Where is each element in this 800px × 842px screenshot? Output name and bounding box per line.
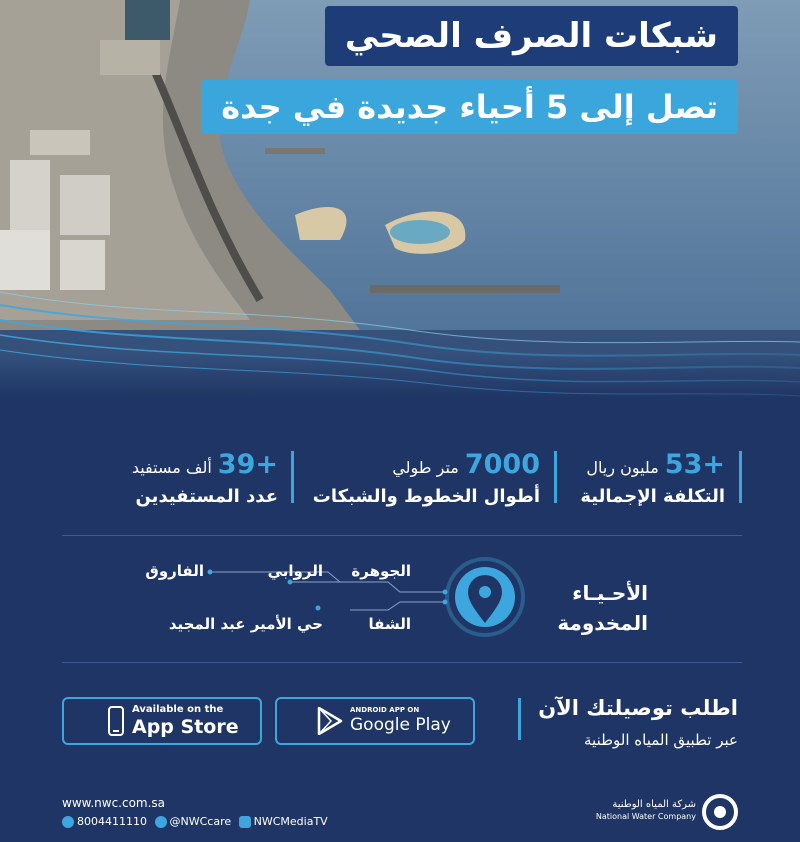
- twitter-handle[interactable]: @NWCcare: [169, 815, 232, 828]
- neighborhood-prince-abdulmajeed: حي الأمير عبد المجيد: [168, 615, 323, 633]
- youtube-icon: [239, 816, 251, 828]
- app-store-small-text: Available on the: [132, 704, 224, 715]
- google-play-label: Google Play: [350, 715, 451, 735]
- stat-unit: مليون ريال: [586, 458, 659, 477]
- stat-label: أطوال الخطوط والشبكات: [312, 486, 540, 507]
- stat-network-length: [313, 449, 540, 507]
- stat-number: +53: [664, 449, 725, 480]
- divider-line: [62, 662, 742, 663]
- stat-beneficiaries: [132, 449, 278, 507]
- website-link[interactable]: www.nwc.com.sa: [62, 796, 166, 810]
- cta-heading: اطلب توصيلتك الآن: [538, 696, 738, 720]
- phone-icon: [62, 816, 74, 828]
- neighborhood-alshafa: الشفا: [368, 615, 411, 633]
- stat-unit: متر طولي: [392, 458, 459, 477]
- stat-label: عدد المستفيدين: [135, 486, 278, 507]
- company-name-en: National Water Company: [595, 812, 696, 821]
- stat-divider: [554, 451, 557, 503]
- stat-total-cost: [580, 449, 725, 507]
- twitter-icon: [155, 816, 167, 828]
- stat-divider: [739, 451, 742, 503]
- neighborhood-alrawabi: الروابي: [267, 562, 323, 580]
- app-store-button[interactable]: [62, 697, 262, 745]
- served-heading-line1: الأحـيـاء: [572, 581, 648, 605]
- nwc-logo-icon: [702, 794, 738, 830]
- divider-line: [62, 535, 742, 536]
- neighborhood-alfarooq: الفاروق: [145, 562, 204, 580]
- stat-unit: ألف مستفيد: [131, 458, 212, 477]
- contact-row: [62, 815, 328, 828]
- stat-number: +39: [217, 449, 278, 480]
- neighborhood-connector-lines: [150, 555, 540, 655]
- youtube-handle[interactable]: NWCMediaTV: [253, 815, 328, 828]
- cta-subheading: عبر تطبيق المياه الوطنية: [584, 731, 738, 749]
- google-play-small-text: ANDROID APP ON: [350, 706, 420, 714]
- company-name-ar: شركة المياه الوطنية: [612, 799, 696, 810]
- phone-icon: [108, 706, 124, 736]
- google-play-button[interactable]: [275, 697, 475, 745]
- served-heading: [557, 578, 648, 638]
- stat-label: التكلفة الإجمالية: [580, 486, 725, 507]
- neighborhood-aljawhara: الجوهرة: [351, 562, 411, 580]
- stat-divider: [291, 451, 294, 503]
- stat-number: 7000: [464, 449, 540, 480]
- app-store-label: App Store: [132, 716, 239, 738]
- phone-number[interactable]: 8004411110: [77, 815, 147, 828]
- main-title: شبكات الصرف الصحي: [325, 6, 738, 66]
- served-heading-line2: المخدومة: [557, 611, 648, 635]
- subtitle: تصل إلى 5 أحياء جديدة في جدة: [201, 80, 738, 134]
- play-icon: [317, 707, 343, 735]
- cta-divider: [518, 698, 521, 740]
